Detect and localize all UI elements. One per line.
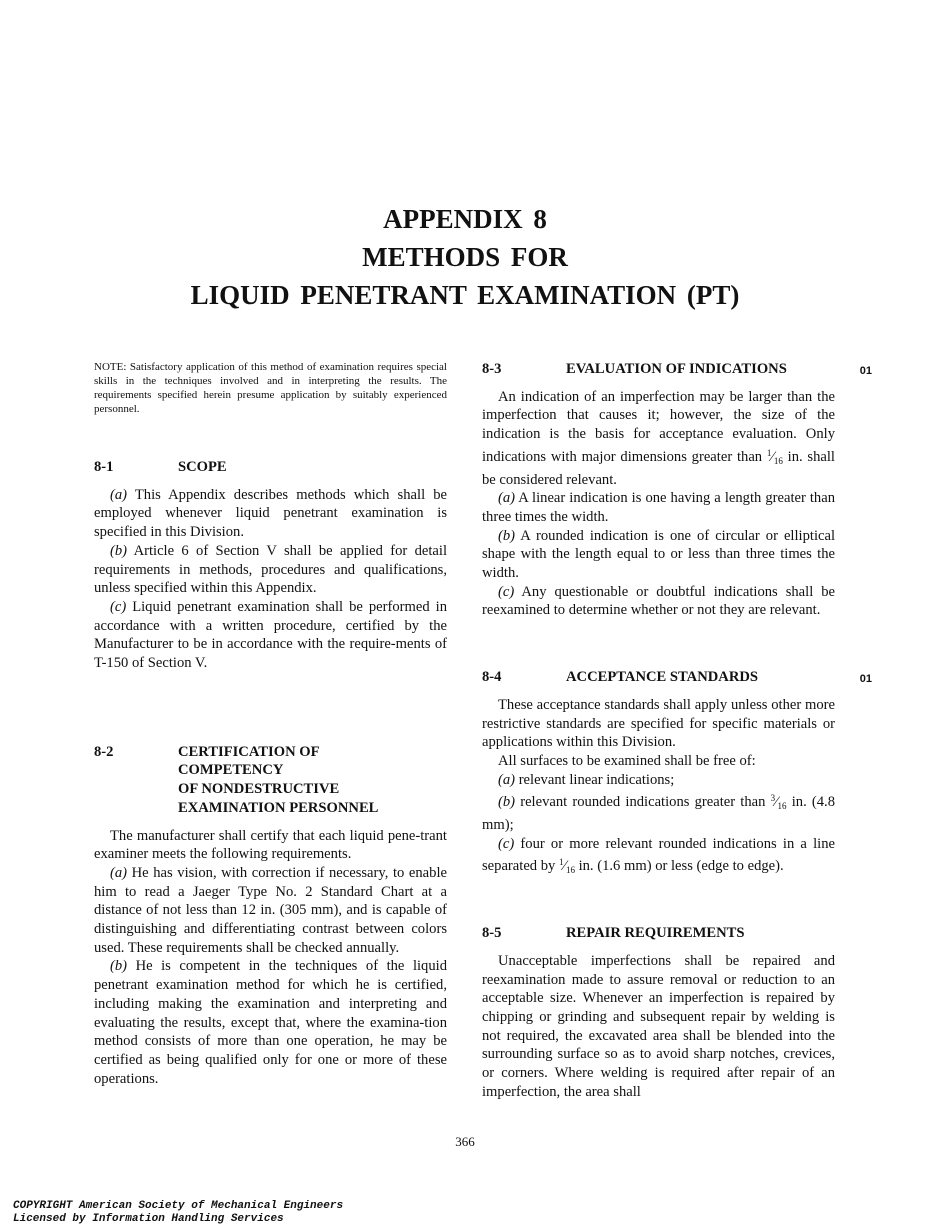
paragraph: (b) relevant rounded indications greater than $^3⁄_{16}$ in. (4.8 mm); [482,793,836,834]
section-heading [482,668,835,687]
page-title [0,200,930,314]
item-label: (c) [110,598,127,615]
left-column [94,360,447,1088]
item-text: An indication of an imperfection may be larger than the imperfection that causes it; however, the size of the indication is the basis for acceptance evaluation. Only indications with major dimensions greater than [482,388,835,465]
title-line-2: METHODS FOR [362,242,568,272]
section-title-line: COMPETENCY [178,762,284,779]
paragraph: Unacceptable imperfections shall be repaired and reexamination made to assure removal or reduction to an acceptable size. Whenever an imperfection is repaired by chipping or grinding and subsequent repair by welding is not required, the excavated area shall be blended into the surrounding surface so as to avoid sharp notches, crevices, or corners. Where welding is required after repair of an imperfection, the area shall [482,952,835,1100]
item-text: This Appendix describes methods which shall be employed whenever liquid penetrant examination is specified in this Division. [94,486,448,541]
section-title: EVALUATION OF INDICATIONS [566,361,787,377]
section-8-4 [482,668,872,880]
section-number: 8-1 [94,459,114,475]
item-text: in. (4.8 mm); [482,794,836,834]
item-text: A linear indication is one having a length greater than three times the width. [482,490,835,525]
item-text: Any questionable or doubtful indications shall be reexamined to determine whether or not they are relevant. [482,583,835,619]
item-label: (b) [498,527,516,544]
paragraph [94,486,447,542]
section-heading [94,458,447,477]
item-label: (a) [498,490,516,507]
section-title [178,743,447,818]
paragraph [482,583,835,620]
fraction-numerator: 1 [766,447,772,458]
section-number: 8-4 [482,669,502,686]
item-label: (b) [110,958,128,975]
fraction-numerator: 3 [770,793,776,804]
section-title: ACCEPTANCE STANDARDS [566,669,759,686]
footer-line: Licensed by Information Handling Services [13,1212,284,1225]
fraction-numerator: 1 [559,857,564,868]
item-text: in. (1.6 mm) or less (edge to edge). [574,858,784,875]
paragraph [482,489,835,526]
item-label: (b) [498,794,516,811]
item-label: (a) [498,771,516,788]
title-line-1: APPENDIX 8 [383,204,547,234]
section-title-line: EXAMINATION PERSONNEL [178,799,379,816]
paragraph [94,598,447,673]
item-label: (c) [498,835,515,852]
item-text: He is competent in the techniques of the liquid penetrant examination method for which he is certified, including making the examination and interpreting and evaluating the results, except that, where the examina-tion method consists of more than one operation, he may be certified as being qualified only for one or more of these operations. [94,958,447,1087]
item-text: relevant rounded indications greater than [520,794,766,811]
paragraph [482,527,835,583]
section-heading [482,924,835,943]
title-line-3: LIQUID PENETRANT EXAMINATION (PT) [190,280,740,310]
item-text: four or more relevant rounded indications in a line separated by [482,835,835,875]
section-8-1 [94,458,447,673]
paragraph: The manufacturer shall certify that each liquid pene-trant examiner meets the following requirements. [94,827,447,863]
paragraph [94,864,447,958]
section-number: 8-5 [482,925,502,942]
revision-tag: 01 [859,673,872,686]
section-number: 8-2 [94,743,114,760]
fraction-denominator: 16 [773,455,783,466]
paragraph: These acceptance standards shall apply unless other more restrictive standards are specified for specific materials or applications within this Division. [482,696,835,751]
paragraph [94,542,447,598]
item-label: (c) [498,583,515,600]
section-8-5 [482,924,835,1101]
item-text: relevant linear indications; [518,771,675,788]
section-title: SCOPE [178,459,227,475]
section-title-line: CERTIFICATION OF [178,743,320,760]
item-label: (a) [110,864,128,881]
section-title: REPAIR REQUIREMENTS [566,925,745,942]
copyright-footer [13,1200,343,1225]
paragraph: All surfaces to be examined shall be free of: [498,752,756,769]
revision-tag: 01 [859,365,872,377]
item-text: Liquid penetrant examination shall be performed in accordance with a written procedure, certified by the Manufacturer to be in accordance with the require-ments of T-150 of Section V. [94,598,447,672]
page-number: 366 [455,1134,475,1149]
section-number: 8-3 [482,361,502,377]
section-heading [482,360,835,379]
section-8-3 [482,360,872,620]
footer-line: COPYRIGHT American Society of Mechanical Engineers [13,1200,344,1212]
item-label: (a) [110,486,128,503]
item-text: He has vision, with correction if necessary, to enable him to read a Jaeger Type No. 2 Standard Chart at a distance of not less than 12 in. (305 mm), and is capable of distinguishing and differentiating contrast between colors used. These requirements shall be checked annually. [94,864,447,956]
fraction-denominator: 16 [565,865,575,876]
fraction-denominator: 16 [777,801,787,812]
section-8-2 [94,743,447,1089]
paragraph [482,771,835,790]
section-title-line: OF NONDESTRUCTIVE [178,781,340,798]
item-text: Article 6 of Section V shall be applied for detail requirements in methods, procedures and qualifications, unless specified within this Appendix. [94,542,447,597]
right-column [482,360,872,1102]
item-label: (b) [110,542,128,559]
item-text: in. shall be considered relevant. [482,448,835,488]
paragraph [94,957,447,1088]
section-heading [94,743,447,818]
paragraph: (c) four or more relevant rounded indications in a line separated by $^1⁄_{16}$ in. (1.6 mm) or less (edge to edge). [482,835,835,876]
item-text: A rounded indication is one of circular or elliptical shape with the length equal to or less than three times the width. [482,527,836,582]
paragraph: An indication of an imperfection may be larger than the imperfection that causes it; however, the size of the indication is the basis for acceptance evaluation. Only indications with major dimensions greater than $^1⁄_{16}$ in. shall be considered relevant. [482,388,835,488]
note-paragraph: NOTE: Satisfactory application of this method of examination requires special skills in the techniques involved and in interpreting the results. The requirements specified herein presume application by suitably experienced personnel. [94,361,447,415]
